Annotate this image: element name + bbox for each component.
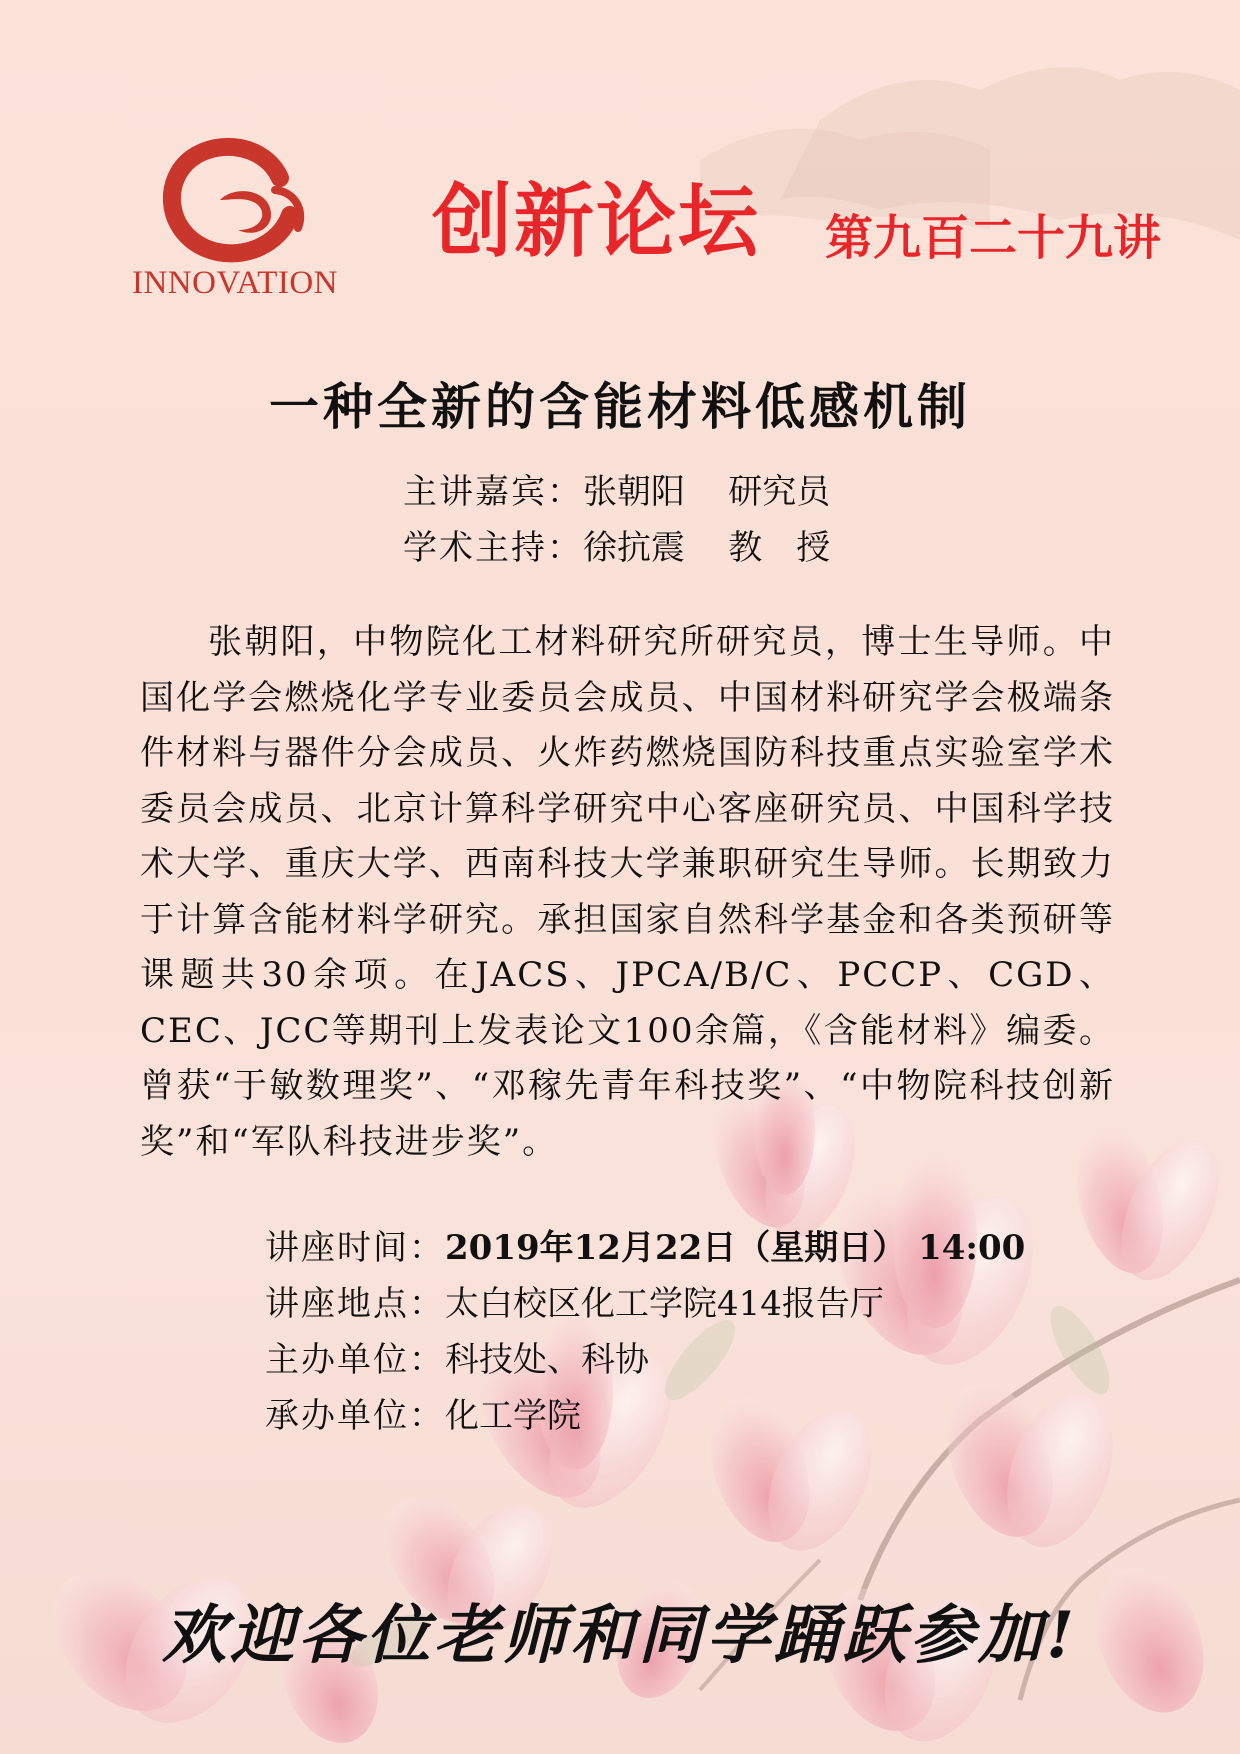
place-value: 太白校区化工学院414报告厅 <box>445 1284 884 1324</box>
lecture-number: 第九百二十九讲 <box>825 210 1162 266</box>
red-swirl-logo-icon <box>120 130 350 265</box>
organizer-value: 科技处、科协 <box>445 1340 649 1380</box>
speaker-title: 研究员 <box>728 472 831 512</box>
place-label: 讲座地点： <box>265 1284 445 1324</box>
lecture-info <box>265 1220 1025 1444</box>
forum-title: 创新论坛 <box>432 175 760 268</box>
speaker-line <box>403 472 831 512</box>
innovation-logo <box>120 130 350 305</box>
speaker-label: 主讲嘉宾： <box>403 472 583 512</box>
time-label: 讲座时间： <box>265 1228 445 1268</box>
speaker-name: 张朝阳 <box>583 472 685 512</box>
host-line <box>403 528 831 568</box>
welcome-message: 欢迎各位老师和同学踊跃参加! <box>161 1598 1079 1673</box>
info-place-row <box>265 1276 1025 1332</box>
logo-text: INNOVATION <box>131 265 339 301</box>
info-organizer-row <box>265 1332 1025 1388</box>
host-title: 教 授 <box>728 528 831 568</box>
host-name: 徐抗震 <box>583 528 685 568</box>
time-value: 2019年12月22日（星期日） 14:00 <box>445 1228 1026 1268</box>
lecture-title: 一种全新的含能材料低感机制 <box>269 377 971 436</box>
organizer-label: 主办单位： <box>265 1340 445 1380</box>
host-unit-label: 承办单位： <box>265 1396 445 1436</box>
info-time-row <box>265 1220 1025 1276</box>
info-host-unit-row <box>265 1388 1025 1444</box>
speaker-bio: 张朝阳，中物院化工材料研究所研究员，博士生导师。中国化学会燃烧化学专业委员会成员、中国材料研究学会极端条件材料与器件分会成员、火炸药燃烧国防科技重点实验室学术委员会成员、北京计算科学研究中心客座研究员、中国科学技术大学、重庆大学、西南科技大学兼职研究生导师。长期致力于计算含能材料学研究。承担国家自然科学基金和各类预研等课题共30余项。在JACS、JPCA/B/C、PCCP、CGD、CEC、JCC等期刊上发表论文100余篇，《含能材料》编委。曾获“于敏数理奖”、“邓稼先青年科技奖”、“中物院科技创新奖”和“军队科技进步奖”。 <box>140 622 1115 1162</box>
host-label: 学术主持： <box>403 528 583 568</box>
host-unit-value: 化工学院 <box>445 1396 581 1436</box>
